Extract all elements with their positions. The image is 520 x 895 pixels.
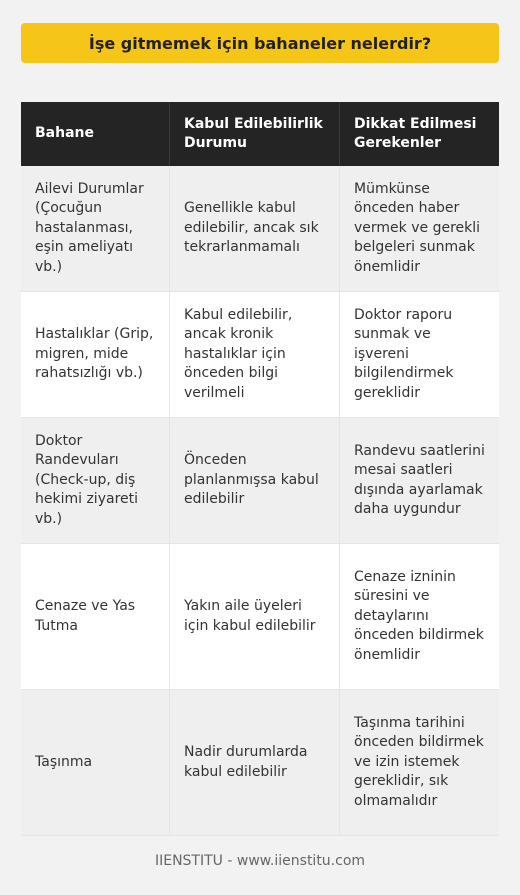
table-cell: Mümkünse önceden haber vermek ve gerekli belgeleri sunmak önemlidir [354,180,481,275]
table-cell: Kabul edilebilir, ancak kronik hastalıklar için önceden bilgi verilmeli [170,292,340,417]
table-row [21,544,499,690]
table-cell: Cenaze izninin süresini ve detaylarını önceden bildirmek önemlidir [354,568,484,663]
table-row [21,292,499,418]
title-banner [21,23,499,63]
header-kabul: Kabul Edilebilirlik Durumu [170,102,340,166]
page-title: İşe gitmemek için bahaneler nelerdir? [88,33,432,53]
table-cell: Önceden planlanmışsa kabul edilebilir [170,418,340,543]
table-header-row [21,102,499,166]
table-cell: Randevu saatlerini mesai saatleri dışında ayarlamak daha uygundur [354,442,485,517]
table-cell: Yakın aile üyeleri için kabul edilebilir [170,544,340,689]
footer-credit: IIENSTITU - www.iienstitu.com [154,853,366,869]
table-row [21,690,499,836]
table-cell: Hastalıklar (Grip, migren, mide rahatsızlığı vb.) [21,292,170,417]
table-cell: Nadir durumlarda kabul edilebilir [170,690,340,835]
table-cell: Cenaze ve Yas Tutma [21,544,170,689]
table-row [21,166,499,292]
table-cell: Ailevi Durumlar (Çocuğun hastalanması, eşin ameliyatı vb.) [21,166,170,291]
table-cell: Doktor raporu sunmak ve işvereni bilgilendirmek gereklidir [354,306,454,401]
table-cell: Taşınma [21,690,170,835]
header-bahane: Bahane [21,102,170,166]
table-cell: Taşınma tarihini önceden bildirmek ve izin istemek gereklidir, sık olmamalıdır [354,714,484,809]
table-row [21,418,499,544]
table-cell: Doktor Randevuları (Check-up, diş hekimi ziyareti vb.) [21,418,170,543]
header-dikkat: Dikkat Edilmesi Gerekenler [354,115,477,151]
table-cell: Genellikle kabul edilebilir, ancak sık tekrarlanmamalı [170,166,340,291]
excuses-table [21,102,499,836]
